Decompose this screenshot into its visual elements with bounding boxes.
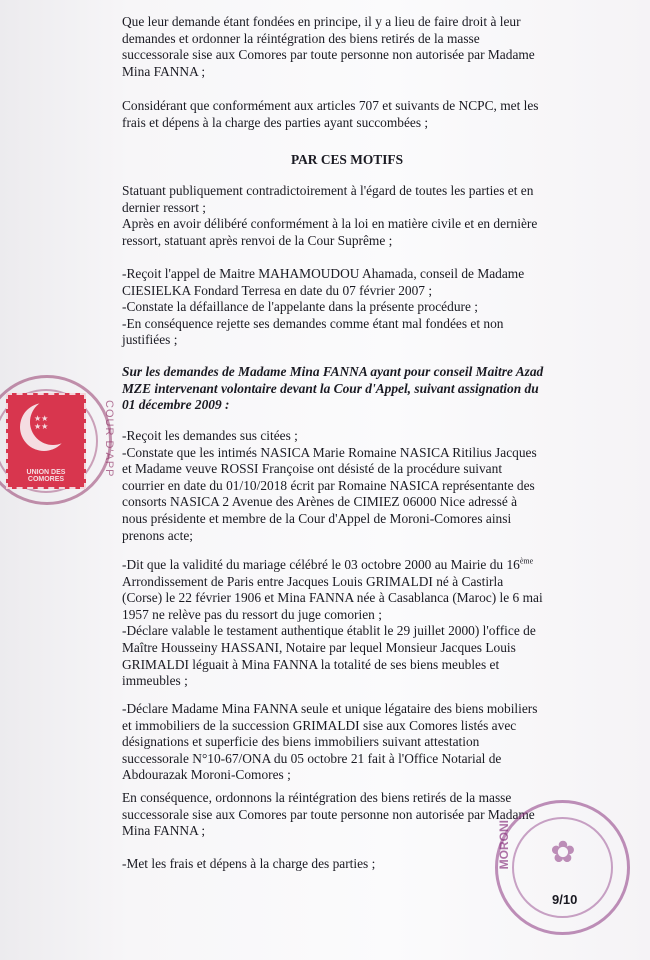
text-line: immeubles ; (122, 673, 188, 689)
text-line: nous présidente et membre de la Cour d'Appel de Moroni-Comores ainsi (122, 510, 512, 526)
paragraph-legataire (122, 701, 572, 784)
section-heading: PAR CES MOTIFS (290, 152, 404, 167)
text-line: justifiées ; (122, 332, 178, 348)
text-line: courrier en date du 01/10/2018 écrit par Romaine NASICA représentante des (122, 477, 535, 493)
paragraph-constate-desistement (122, 428, 572, 544)
text-line: frais et dépens à la charge des parties ayant succombées ; (122, 114, 429, 130)
text-line: Après en avoir délibéré conformément à la loi en matière civile et en dernière (122, 216, 538, 232)
emblem-icon: ✿ (550, 835, 576, 870)
text-line: ressort, statuant après renvoi de la Cour Suprême ; (122, 232, 393, 248)
text-line: CIESIELKA Fondard Terresa en date du 07 février 2007 ; (122, 282, 433, 298)
text-line: -Reçoit l'appel de Maitre MAHAMOUDOU Ahamada, conseil de Madame (122, 266, 525, 281)
text-line: et Madame veuve ROSSI Françoise ont désisté de la procédure suivant (122, 461, 503, 477)
text-line: et immobiliers de la succession GRIMALDI sise aux Comores listés avec (122, 717, 517, 733)
text-line: En conséquence, ordonnons la réintégration des biens retirés de la masse (122, 790, 512, 805)
stamp-left-text: COUR D'APP (103, 400, 115, 478)
revenue-stamp-text: UNION DES COMORES (26, 469, 66, 483)
text-line: Statuant publiquement contradictoirement à l'égard de toutes les parties et en (122, 183, 534, 198)
text-line (122, 557, 572, 574)
text-line: Maître Housseiny HASSANI, Notaire par lequel Monsieur Jacques Louis (122, 639, 516, 655)
paragraph-statuant (122, 183, 572, 249)
text-line: Mina FANNA ; (122, 63, 206, 79)
text-line: successorale N°10-67/ONA du 05 octobre 21 fait à l'Office Notarial de (122, 750, 502, 766)
stars-icon: ★★ ★★ (34, 414, 49, 431)
superscript: ème (519, 556, 534, 566)
text-line: 1957 ne relève pas du ressort du juge comorien ; (122, 606, 382, 622)
text-line: GRIMALDI léguait à Mina FANNA la totalité de ses biens meubles et (122, 656, 500, 672)
text-line: -En conséquence rejette ses demandes comme étant mal fondées et non (122, 315, 504, 331)
text-line: prenons acte; (122, 527, 194, 543)
text-line: Arrondissement de Paris entre Jacques Louis GRIMALDI né à Castirla (122, 573, 504, 589)
paragraph-recoit-appel (122, 266, 572, 349)
paragraph-dit-que (122, 557, 572, 690)
text-segment: -Dit que la validité du mariage célébré le 03 octobre 2000 au Mairie du 16 (122, 557, 520, 572)
text-line: Que leur demande étant fondées en principe, il y a lieu de faire droit à leur (122, 14, 521, 29)
text-line: 01 décembre 2009 : (122, 397, 230, 413)
text-line: dernier ressort ; (122, 199, 207, 215)
paragraph-demandes-fanna (122, 364, 572, 414)
text-line: Mina FANNA ; (122, 823, 206, 839)
text-line: désignations et superficie des biens immobiliers suivant attestation (122, 734, 480, 750)
page-number: 9/10 (552, 892, 578, 907)
text-line: Considérant que conformément aux articles 707 et suivants de NCPC, met les (122, 98, 539, 113)
text-line: demandes et ordonner la réintégration des biens retirés de la masse (122, 30, 480, 46)
text-line: -Reçoit les demandes sus citées ; (122, 428, 298, 443)
text-line: Abdourazak Moroni-Comores ; (122, 767, 291, 783)
revenue-stamp (6, 393, 86, 489)
stamp-right-text: MORONI (497, 820, 511, 870)
text-line: -Constate que les intimés NASICA Marie Romaine NASICA Ritilius Jacques (122, 444, 537, 460)
text-line: successorale sise aux Comores par toute personne non autorisée par Madame (122, 47, 535, 63)
text-line: -Déclare Madame Mina FANNA seule et unique légataire des biens mobiliers (122, 701, 538, 716)
text-line: (Corse) le 22 février 1906 et Mina FANNA née à Casablanca (Maroc) le 6 mai (122, 590, 543, 606)
text-line: -Met les frais et dépens à la charge des parties ; (122, 856, 376, 871)
paragraph-considerant (122, 98, 572, 131)
text-line: MZE intervenant volontaire devant la Cour d'Appel, suivant assignation du (122, 380, 539, 396)
paragraph-demande (122, 14, 572, 80)
text-line: -Déclare valable le testament authentique établit le 29 juillet 2000) l'office de (122, 623, 536, 639)
text-line: Sur les demandes de Madame Mina FANNA ayant pour conseil Maitre Azad (122, 364, 544, 379)
text-line: successorale sise aux Comores par toute personne non autorisée par Madame (122, 806, 535, 822)
text-line: -Constate la défaillance de l'appelante dans la présente procédure ; (122, 299, 478, 315)
text-line: consorts NASICA 2 Avenue des Arènes de CIMIEZ 06000 Nice adressé à (122, 494, 518, 510)
